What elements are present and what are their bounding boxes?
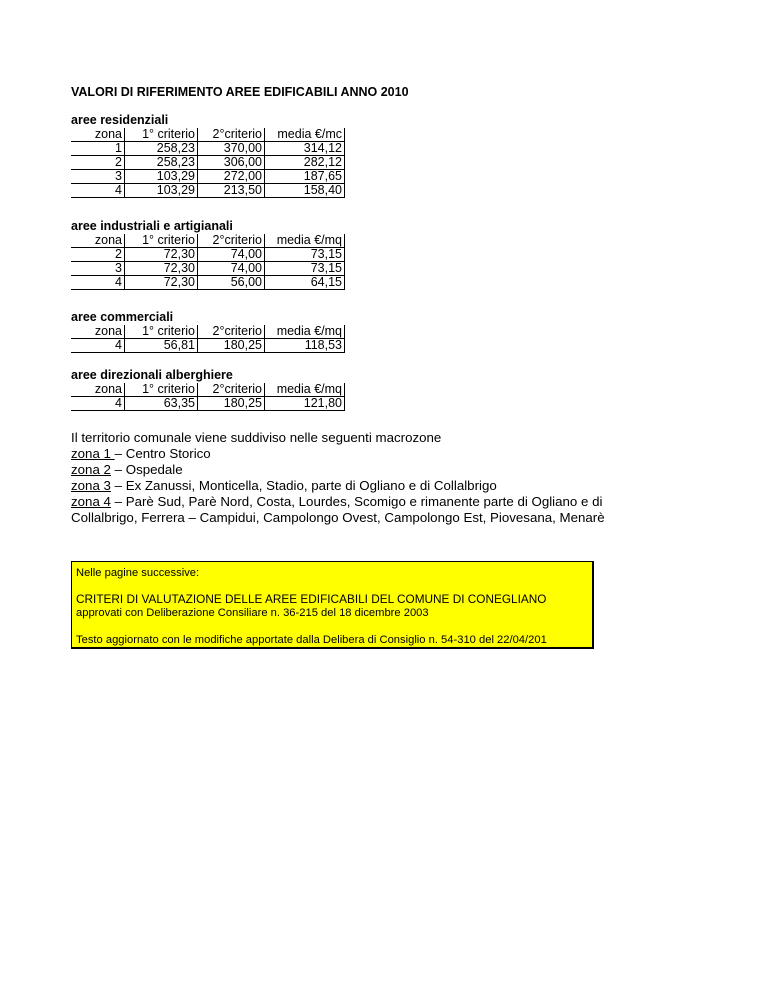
table-cell: 306,00 [198,156,265,170]
table-row [71,262,345,276]
table-header-row [71,325,345,339]
zone-3-desc: – Ex Zanussi, Monticella, Stadio, parte di Ogliano e di Collalbrigo [110,478,497,493]
zone-4-desc: – Parè Sud, Parè Nord, Costa, Lourdes, Scomigo e rimanente parte di Ogliano e di [110,494,603,509]
table-direzionali [71,383,345,411]
header-cell: 1° criterio [125,325,198,339]
section-title-commerciali: aree commerciali [71,310,174,324]
table-cell: 74,00 [198,262,265,276]
note-box [71,561,594,649]
table-cell: 56,00 [198,276,265,290]
table-cell: 370,00 [198,142,265,156]
table-cell: 258,23 [125,142,198,156]
table-row [71,156,345,170]
header-cell: zona [71,383,125,397]
zone-4-label: zona 4 [71,494,111,509]
zone-1-desc: – Centro Storico [114,446,211,461]
zone-3-line [71,478,497,494]
table-cell: 2 [71,248,125,262]
table-cell: 4 [71,184,125,198]
table-cell: 72,30 [125,276,198,290]
header-cell: 1° criterio [125,234,198,248]
table-header-row [71,383,345,397]
table-cell: 73,15 [265,248,345,262]
section-title-residenziali: aree residenziali [71,113,169,127]
table-header-row [71,234,345,248]
note-line-2: CRITERI DI VALUTAZIONE DELLE AREE EDIFICABILI DEL COMUNE DI CONEGLIANO [76,592,547,606]
header-cell: zona [71,325,125,339]
page-title: VALORI DI RIFERIMENTO AREE EDIFICABILI ANNO 2010 [71,85,409,99]
table-industriali [71,234,345,290]
table-cell: 72,30 [125,248,198,262]
table-residenziali [71,128,345,198]
table-cell: 2 [71,156,125,170]
territory-intro: Il territorio comunale viene suddiviso nelle seguenti macrozone [71,430,442,445]
section-title-direzionali: aree direzionali alberghiere [71,368,233,382]
header-cell: 2°criterio [198,325,265,339]
table-cell: 4 [71,397,125,411]
table-cell: 180,25 [198,339,265,353]
header-cell: media €/mq [265,234,345,248]
zone-1-line [71,446,211,462]
table-cell: 4 [71,339,125,353]
header-cell: 2°criterio [198,234,265,248]
table-row [71,248,345,262]
zone-4-line [71,494,602,510]
zone-2-desc: – Ospedale [110,462,183,477]
table-cell: 314,12 [265,142,345,156]
table-commerciali [71,325,345,353]
header-cell: media €/mq [265,325,345,339]
header-cell: zona [71,234,125,248]
header-cell: 1° criterio [125,383,198,397]
table-row [71,276,345,290]
table-row [71,184,345,198]
table-cell: 3 [71,170,125,184]
header-cell: zona [71,128,125,142]
header-cell: 1° criterio [125,128,198,142]
zone-2-label: zona 2 [71,462,111,477]
zone-3-label: zona 3 [71,478,111,493]
table-cell: 158,40 [265,184,345,198]
table-cell: 72,30 [125,262,198,276]
note-line-1: Nelle pagine successive: [76,567,200,579]
table-cell: 73,15 [265,262,345,276]
table-row [71,397,345,411]
table-cell: 258,23 [125,156,198,170]
table-cell: 103,29 [125,184,198,198]
table-cell: 1 [71,142,125,156]
table-row [71,142,345,156]
table-cell: 56,81 [125,339,198,353]
table-header-row [71,128,345,142]
table-cell: 103,29 [125,170,198,184]
table-cell: 118,53 [265,339,345,353]
header-cell: 2°criterio [198,128,265,142]
table-cell: 121,80 [265,397,345,411]
table-cell: 4 [71,276,125,290]
table-cell: 213,50 [198,184,265,198]
note-line-4: Testo aggiornato con le modifiche apportate dalla Delibera di Consiglio n. 54-310 del 22/04/201 [76,634,547,646]
zone-2-line [71,462,183,478]
table-cell: 272,00 [198,170,265,184]
zone-1-label: zona 1 [71,446,115,461]
table-cell: 187,65 [265,170,345,184]
table-row [71,170,345,184]
header-cell: media €/mc [265,128,345,142]
table-cell: 63,35 [125,397,198,411]
table-cell: 282,12 [265,156,345,170]
section-title-industriali: aree industriali e artigianali [71,219,233,233]
table-row [71,339,345,353]
table-cell: 74,00 [198,248,265,262]
note-line-3: approvati con Deliberazione Consiliare n. 36-215 del 18 dicembre 2003 [76,607,429,619]
header-cell: 2°criterio [198,383,265,397]
header-cell: media €/mq [265,383,345,397]
zone-4-continuation: Collalbrigo, Ferrera – Campidui, Campolongo Ovest, Campolongo Est, Piovesana, Menarè [71,510,605,525]
table-cell: 180,25 [198,397,265,411]
table-cell: 3 [71,262,125,276]
table-cell: 64,15 [265,276,345,290]
